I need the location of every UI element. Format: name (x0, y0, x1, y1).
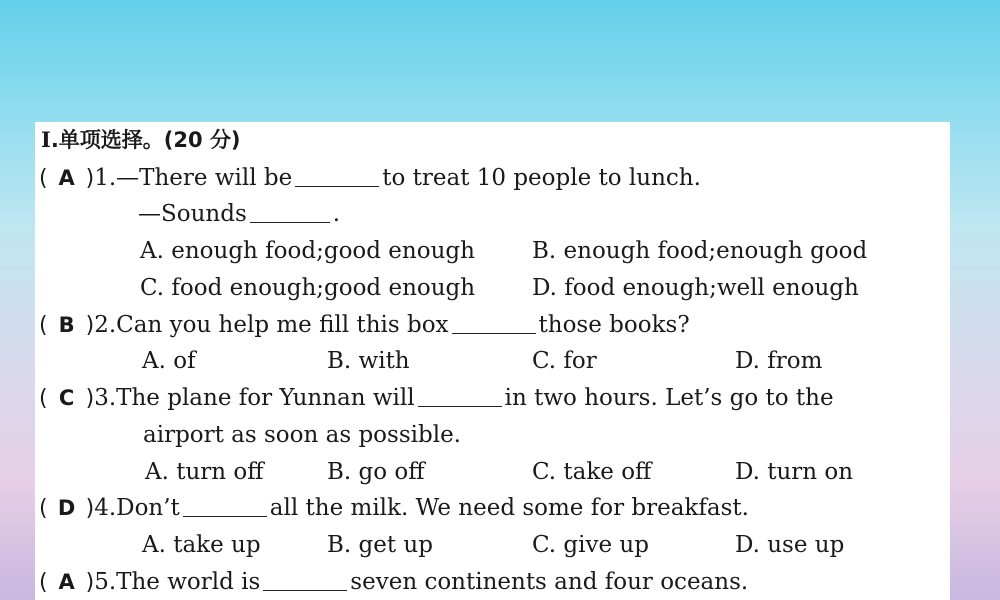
question-2-text-a: Can you help me fill this box (116, 312, 449, 338)
q1-option-b: B. enough food;enough good (532, 238, 868, 264)
q1-option-a: A. enough food;good enough (140, 238, 475, 264)
question-2-text-b: those books? (538, 312, 690, 338)
section-title: .单项选择。(20 分) (50, 128, 241, 152)
q4-option-c: C. give up (532, 532, 649, 558)
question-3-text-a: The plane for Yunnan will (116, 385, 415, 411)
q4-option-d: D. use up (735, 532, 845, 558)
section-heading (41, 125, 241, 155)
answer-blank (250, 200, 330, 223)
q3-option-c: C. take off (532, 459, 652, 485)
question-5: ( A )5.The world is seven continents and four oceans. (39, 569, 749, 595)
answer-blank (295, 164, 379, 187)
question-1-second-b: . (332, 201, 341, 227)
question-5-number: 5. (94, 569, 117, 595)
question-3-text-b: in two hours. Let’s go to the (504, 385, 834, 411)
question-4-text-a: Don’t (116, 495, 180, 521)
question-2-number: 2. (94, 312, 117, 338)
question-1: ( A )1.—There will be to treat 10 people to lunch. (39, 165, 701, 191)
answer-blank (183, 494, 267, 517)
answer-3: C (58, 386, 75, 410)
question-4-number: 4. (94, 495, 117, 521)
q1-option-d: D. food enough;well enough (532, 275, 859, 301)
answer-5: A (58, 570, 75, 594)
question-2: ( B )2.Can you help me fill this box those books? (39, 312, 690, 338)
q1-option-c: C. food enough;good enough (140, 275, 476, 301)
question-3-number: 3. (94, 385, 117, 411)
worksheet (35, 122, 950, 600)
question-4-text-b: all the milk. We need some for breakfast. (269, 495, 749, 521)
question-1-second-line (138, 199, 340, 229)
question-3-continuation: airport as soon as possible. (143, 422, 461, 448)
q4-option-a: A. take up (142, 532, 261, 558)
question-5-text-a: The world is (116, 569, 261, 595)
answer-2: B (58, 313, 75, 337)
question-1-number: 1. (94, 165, 117, 191)
question-1-second-a: —Sounds (138, 201, 247, 227)
question-1-text-a: —There will be (116, 165, 293, 191)
answer-blank (452, 311, 536, 334)
answer-1: A (58, 166, 75, 190)
answer-blank (263, 568, 347, 591)
answer-4: D (57, 496, 76, 520)
answer-blank (418, 384, 502, 407)
question-4: ( D )4.Don’t all the milk. We need some for breakfast. (39, 495, 749, 521)
q3-option-a: A. turn off (145, 459, 264, 485)
q2-option-a: A. of (142, 348, 196, 374)
q2-option-b: B. with (327, 348, 410, 374)
q2-option-d: D. from (735, 348, 823, 374)
q3-option-d: D. turn on (735, 459, 854, 485)
q3-option-b: B. go off (327, 459, 425, 485)
question-1-text-b: to treat 10 people to lunch. (382, 165, 701, 191)
section-numeral: Ⅰ (41, 127, 51, 152)
question-3: ( C )3.The plane for Yunnan will in two hours. Let’s go to the (39, 385, 834, 411)
question-5-text-b: seven continents and four oceans. (350, 569, 749, 595)
q2-option-c: C. for (532, 348, 597, 374)
q4-option-b: B. get up (327, 532, 433, 558)
